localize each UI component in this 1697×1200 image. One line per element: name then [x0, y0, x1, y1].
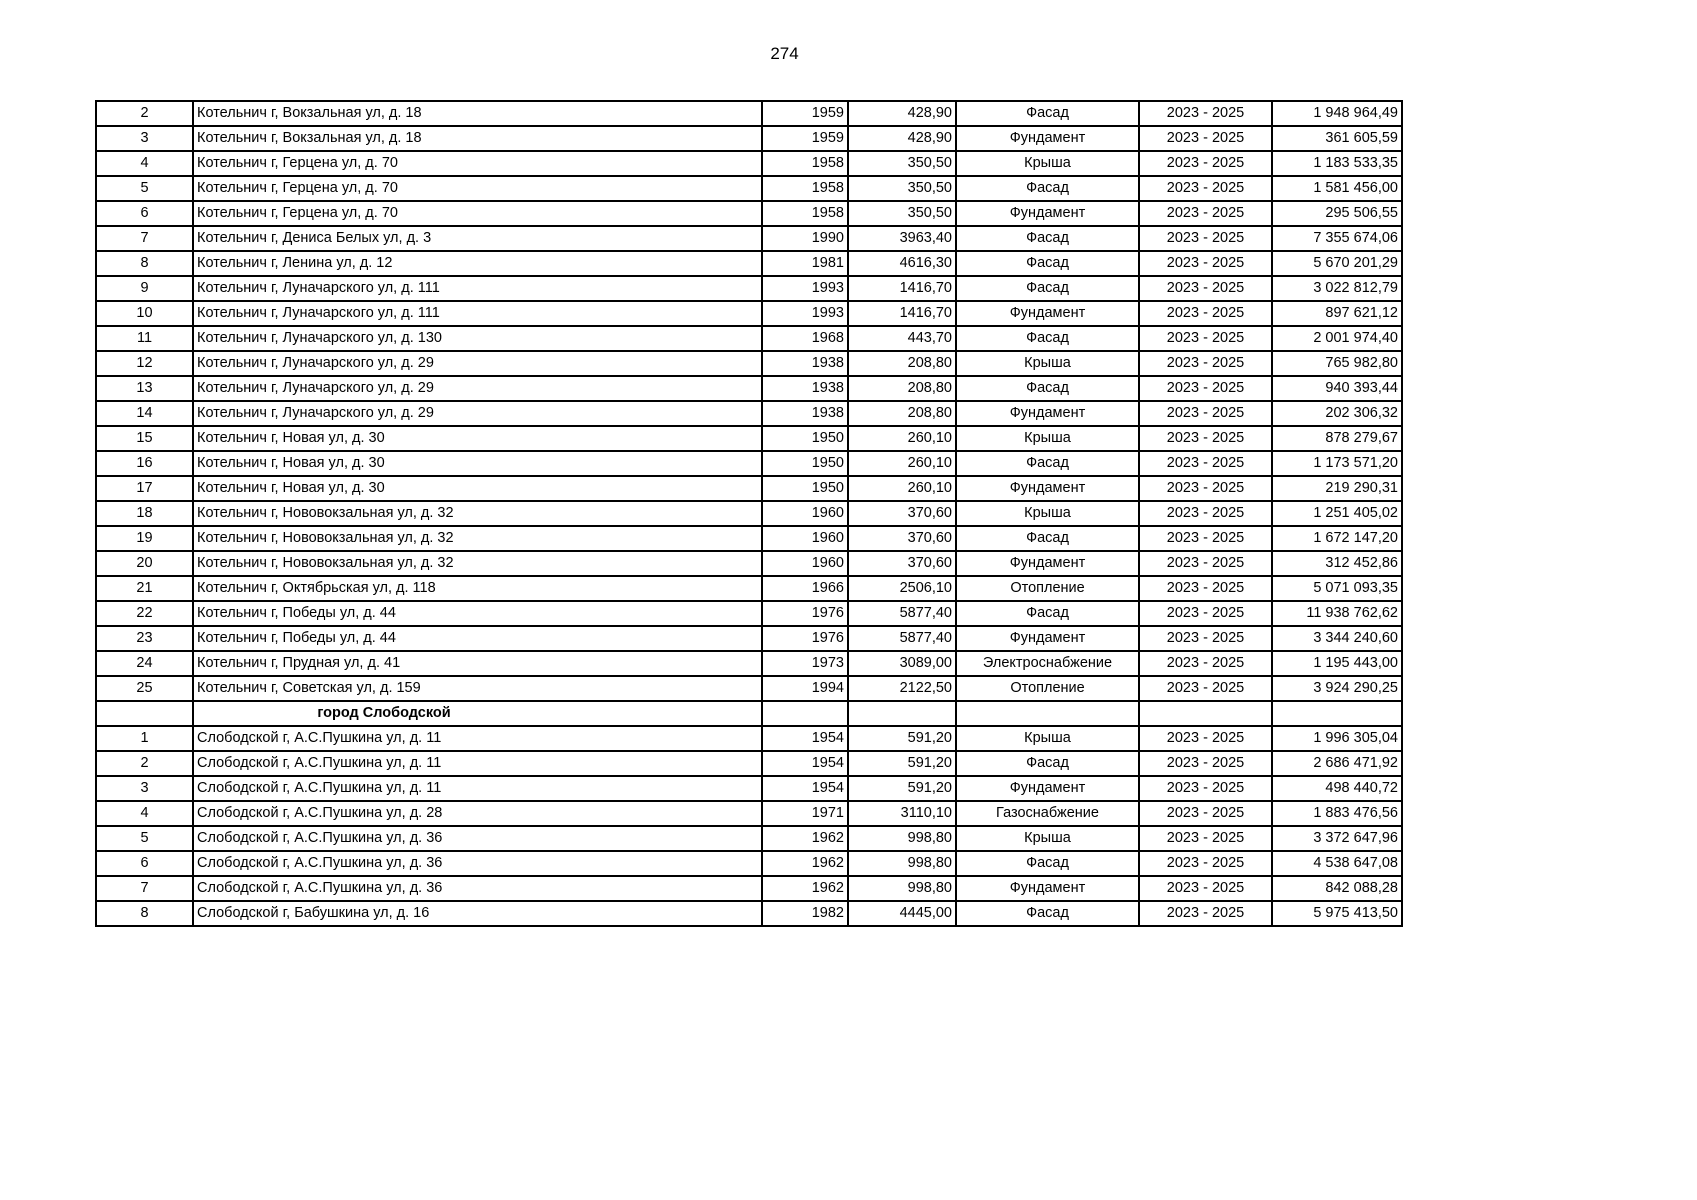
row-number-cell: 7	[96, 226, 193, 251]
period-cell: 2023 - 2025	[1139, 776, 1272, 801]
period-cell: 2023 - 2025	[1139, 476, 1272, 501]
work-type-cell: Крыша	[956, 151, 1139, 176]
area-cell: 370,60	[848, 551, 956, 576]
period-cell: 2023 - 2025	[1139, 901, 1272, 926]
period-cell: 2023 - 2025	[1139, 601, 1272, 626]
cost-cell: 11 938 762,62	[1272, 601, 1402, 626]
year-built-cell: 1971	[762, 801, 848, 826]
period-cell: 2023 - 2025	[1139, 876, 1272, 901]
address-cell: Котельнич г, Советская ул, д. 159	[193, 676, 762, 701]
row-number-cell: 5	[96, 176, 193, 201]
area-cell: 591,20	[848, 726, 956, 751]
row-number-cell: 8	[96, 251, 193, 276]
year-built-cell: 1968	[762, 326, 848, 351]
table-row	[96, 551, 1402, 576]
area-cell: 998,80	[848, 826, 956, 851]
year-built-cell: 1959	[762, 126, 848, 151]
work-type-cell: Отопление	[956, 576, 1139, 601]
cost-cell: 940 393,44	[1272, 376, 1402, 401]
area-cell: 3089,00	[848, 651, 956, 676]
row-number-cell: 5	[96, 826, 193, 851]
period-cell: 2023 - 2025	[1139, 176, 1272, 201]
area-cell	[848, 701, 956, 726]
area-cell: 260,10	[848, 476, 956, 501]
period-cell: 2023 - 2025	[1139, 626, 1272, 651]
row-number-cell: 22	[96, 601, 193, 626]
address-cell: Слободской г, А.С.Пушкина ул, д. 11	[193, 751, 762, 776]
address-cell: Котельнич г, Ленина ул, д. 12	[193, 251, 762, 276]
row-number-cell: 24	[96, 651, 193, 676]
year-built-cell: 1954	[762, 751, 848, 776]
row-number-cell: 11	[96, 326, 193, 351]
address-cell: Слободской г, А.С.Пушкина ул, д. 11	[193, 776, 762, 801]
year-built-cell: 1962	[762, 876, 848, 901]
table-row	[96, 651, 1402, 676]
address-cell: Слободской г, Бабушкина ул, д. 16	[193, 901, 762, 926]
cost-cell: 361 605,59	[1272, 126, 1402, 151]
year-built-cell: 1938	[762, 351, 848, 376]
address-cell: Котельнич г, Луначарского ул, д. 29	[193, 401, 762, 426]
period-cell: 2023 - 2025	[1139, 851, 1272, 876]
area-cell: 350,50	[848, 201, 956, 226]
row-number-cell: 10	[96, 301, 193, 326]
area-cell: 3110,10	[848, 801, 956, 826]
cost-cell: 4 538 647,08	[1272, 851, 1402, 876]
work-type-cell: Фасад	[956, 601, 1139, 626]
year-built-cell: 1950	[762, 451, 848, 476]
address-cell: Котельнич г, Герцена ул, д. 70	[193, 201, 762, 226]
area-cell: 370,60	[848, 526, 956, 551]
work-type-cell: Фасад	[956, 451, 1139, 476]
address-cell: Котельнич г, Нововокзальная ул, д. 32	[193, 551, 762, 576]
row-number-cell: 17	[96, 476, 193, 501]
cost-cell: 1 672 147,20	[1272, 526, 1402, 551]
work-type-cell: Фундамент	[956, 401, 1139, 426]
table-row	[96, 476, 1402, 501]
row-number-cell: 7	[96, 876, 193, 901]
work-type-cell: Газоснабжение	[956, 801, 1139, 826]
year-built-cell: 1958	[762, 176, 848, 201]
cost-cell: 312 452,86	[1272, 551, 1402, 576]
table-row	[96, 201, 1402, 226]
table-row	[96, 876, 1402, 901]
table-body	[96, 101, 1402, 926]
section-title: город Слободской	[193, 701, 762, 726]
year-built-cell: 1950	[762, 476, 848, 501]
table-row	[96, 426, 1402, 451]
work-type-cell: Фасад	[956, 326, 1139, 351]
period-cell: 2023 - 2025	[1139, 326, 1272, 351]
period-cell: 2023 - 2025	[1139, 226, 1272, 251]
period-cell: 2023 - 2025	[1139, 401, 1272, 426]
address-cell: Котельнич г, Новая ул, д. 30	[193, 451, 762, 476]
area-cell: 5877,40	[848, 626, 956, 651]
table-row	[96, 601, 1402, 626]
cost-cell: 7 355 674,06	[1272, 226, 1402, 251]
cost-cell: 765 982,80	[1272, 351, 1402, 376]
table-row	[96, 526, 1402, 551]
address-cell: Котельнич г, Дениса Белых ул, д. 3	[193, 226, 762, 251]
table-row	[96, 451, 1402, 476]
year-built-cell: 1962	[762, 826, 848, 851]
year-built-cell: 1982	[762, 901, 848, 926]
area-cell: 998,80	[848, 876, 956, 901]
row-number-cell: 3	[96, 776, 193, 801]
cost-cell: 1 173 571,20	[1272, 451, 1402, 476]
period-cell: 2023 - 2025	[1139, 526, 1272, 551]
work-type-cell: Фасад	[956, 526, 1139, 551]
year-built-cell	[762, 701, 848, 726]
work-type-cell: Фундамент	[956, 876, 1139, 901]
table-row	[96, 676, 1402, 701]
row-number-cell: 8	[96, 901, 193, 926]
cost-cell: 202 306,32	[1272, 401, 1402, 426]
year-built-cell: 1981	[762, 251, 848, 276]
row-number-cell: 19	[96, 526, 193, 551]
cost-cell: 3 022 812,79	[1272, 276, 1402, 301]
table-row	[96, 801, 1402, 826]
table-row	[96, 626, 1402, 651]
period-cell: 2023 - 2025	[1139, 676, 1272, 701]
section-header-row	[96, 701, 1402, 726]
area-cell: 350,50	[848, 151, 956, 176]
work-type-cell: Фундамент	[956, 776, 1139, 801]
period-cell: 2023 - 2025	[1139, 201, 1272, 226]
address-cell: Котельнич г, Луначарского ул, д. 130	[193, 326, 762, 351]
address-cell: Слободской г, А.С.Пушкина ул, д. 36	[193, 851, 762, 876]
year-built-cell: 1966	[762, 576, 848, 601]
row-number-cell: 6	[96, 851, 193, 876]
address-cell: Котельнич г, Новая ул, д. 30	[193, 476, 762, 501]
address-cell: Котельнич г, Вокзальная ул, д. 18	[193, 101, 762, 126]
table-row	[96, 901, 1402, 926]
row-number-cell: 9	[96, 276, 193, 301]
cost-cell: 5 670 201,29	[1272, 251, 1402, 276]
area-cell: 998,80	[848, 851, 956, 876]
table-row	[96, 401, 1402, 426]
area-cell: 350,50	[848, 176, 956, 201]
address-cell: Котельнич г, Луначарского ул, д. 29	[193, 351, 762, 376]
year-built-cell: 1973	[762, 651, 848, 676]
work-type-cell: Фундамент	[956, 201, 1139, 226]
area-cell: 208,80	[848, 376, 956, 401]
period-cell: 2023 - 2025	[1139, 451, 1272, 476]
work-type-cell	[956, 701, 1139, 726]
table-row	[96, 176, 1402, 201]
area-cell: 4616,30	[848, 251, 956, 276]
row-number-cell: 20	[96, 551, 193, 576]
address-cell: Котельнич г, Герцена ул, д. 70	[193, 151, 762, 176]
cost-cell: 3 924 290,25	[1272, 676, 1402, 701]
work-type-cell: Фасад	[956, 751, 1139, 776]
table-row	[96, 326, 1402, 351]
work-type-cell: Фасад	[956, 276, 1139, 301]
work-type-cell: Отопление	[956, 676, 1139, 701]
period-cell: 2023 - 2025	[1139, 126, 1272, 151]
address-cell: Котельнич г, Луначарского ул, д. 111	[193, 276, 762, 301]
address-cell: Котельнич г, Октябрьская ул, д. 118	[193, 576, 762, 601]
cost-cell: 5 975 413,50	[1272, 901, 1402, 926]
cost-cell: 5 071 093,35	[1272, 576, 1402, 601]
address-cell: Котельнич г, Новая ул, д. 30	[193, 426, 762, 451]
cost-cell: 1 251 405,02	[1272, 501, 1402, 526]
address-cell: Слободской г, А.С.Пушкина ул, д. 36	[193, 876, 762, 901]
address-cell: Котельнич г, Герцена ул, д. 70	[193, 176, 762, 201]
area-cell: 260,10	[848, 451, 956, 476]
cost-cell: 1 996 305,04	[1272, 726, 1402, 751]
area-cell: 428,90	[848, 126, 956, 151]
period-cell: 2023 - 2025	[1139, 726, 1272, 751]
page-number: 274	[770, 44, 799, 63]
year-built-cell: 1950	[762, 426, 848, 451]
work-type-cell: Фасад	[956, 101, 1139, 126]
table-row	[96, 301, 1402, 326]
cost-cell: 897 621,12	[1272, 301, 1402, 326]
table-row	[96, 151, 1402, 176]
area-cell: 591,20	[848, 751, 956, 776]
year-built-cell: 1993	[762, 301, 848, 326]
table-row	[96, 351, 1402, 376]
work-type-cell: Фундамент	[956, 476, 1139, 501]
area-cell: 4445,00	[848, 901, 956, 926]
work-type-cell: Фундамент	[956, 551, 1139, 576]
row-number-cell: 2	[96, 101, 193, 126]
year-built-cell: 1958	[762, 151, 848, 176]
table-row	[96, 851, 1402, 876]
work-type-cell: Фасад	[956, 176, 1139, 201]
cost-cell: 2 686 471,92	[1272, 751, 1402, 776]
cost-cell: 842 088,28	[1272, 876, 1402, 901]
row-number-cell: 25	[96, 676, 193, 701]
table-row	[96, 376, 1402, 401]
year-built-cell: 1959	[762, 101, 848, 126]
address-cell: Котельнич г, Луначарского ул, д. 29	[193, 376, 762, 401]
row-number-cell: 1	[96, 726, 193, 751]
cost-cell: 498 440,72	[1272, 776, 1402, 801]
cost-cell: 3 344 240,60	[1272, 626, 1402, 651]
cost-cell: 1 195 443,00	[1272, 651, 1402, 676]
table-row	[96, 276, 1402, 301]
work-type-cell: Фасад	[956, 901, 1139, 926]
area-cell: 208,80	[848, 401, 956, 426]
area-cell: 1416,70	[848, 276, 956, 301]
row-number-cell: 14	[96, 401, 193, 426]
cost-cell: 1 948 964,49	[1272, 101, 1402, 126]
area-cell: 3963,40	[848, 226, 956, 251]
period-cell: 2023 - 2025	[1139, 426, 1272, 451]
period-cell: 2023 - 2025	[1139, 101, 1272, 126]
cost-cell: 1 883 476,56	[1272, 801, 1402, 826]
address-cell: Котельнич г, Нововокзальная ул, д. 32	[193, 526, 762, 551]
period-cell: 2023 - 2025	[1139, 251, 1272, 276]
year-built-cell: 1976	[762, 626, 848, 651]
row-number-cell	[96, 701, 193, 726]
year-built-cell: 1993	[762, 276, 848, 301]
address-cell: Котельнич г, Вокзальная ул, д. 18	[193, 126, 762, 151]
area-cell: 1416,70	[848, 301, 956, 326]
table-row	[96, 726, 1402, 751]
address-cell: Котельнич г, Прудная ул, д. 41	[193, 651, 762, 676]
period-cell: 2023 - 2025	[1139, 576, 1272, 601]
row-number-cell: 4	[96, 151, 193, 176]
table-row	[96, 826, 1402, 851]
cost-cell: 295 506,55	[1272, 201, 1402, 226]
area-cell: 2506,10	[848, 576, 956, 601]
cost-cell: 1 581 456,00	[1272, 176, 1402, 201]
year-built-cell: 1938	[762, 401, 848, 426]
work-type-cell: Электроснабжение	[956, 651, 1139, 676]
period-cell	[1139, 701, 1272, 726]
period-cell: 2023 - 2025	[1139, 751, 1272, 776]
table-row	[96, 251, 1402, 276]
work-type-cell: Фасад	[956, 251, 1139, 276]
work-type-cell: Крыша	[956, 426, 1139, 451]
work-type-cell: Крыша	[956, 501, 1139, 526]
row-number-cell: 6	[96, 201, 193, 226]
area-cell: 2122,50	[848, 676, 956, 701]
work-type-cell: Фундамент	[956, 301, 1139, 326]
area-cell: 428,90	[848, 101, 956, 126]
row-number-cell: 3	[96, 126, 193, 151]
year-built-cell: 1960	[762, 526, 848, 551]
area-cell: 591,20	[848, 776, 956, 801]
work-type-cell: Фундамент	[956, 126, 1139, 151]
year-built-cell: 1976	[762, 601, 848, 626]
work-type-cell: Фундамент	[956, 626, 1139, 651]
year-built-cell: 1954	[762, 776, 848, 801]
address-cell: Котельнич г, Нововокзальная ул, д. 32	[193, 501, 762, 526]
row-number-cell: 12	[96, 351, 193, 376]
table-row	[96, 751, 1402, 776]
period-cell: 2023 - 2025	[1139, 301, 1272, 326]
cost-cell: 878 279,67	[1272, 426, 1402, 451]
row-number-cell: 13	[96, 376, 193, 401]
year-built-cell: 1954	[762, 726, 848, 751]
row-number-cell: 15	[96, 426, 193, 451]
cost-cell: 3 372 647,96	[1272, 826, 1402, 851]
address-cell: Котельнич г, Победы ул, д. 44	[193, 601, 762, 626]
year-built-cell: 1960	[762, 501, 848, 526]
row-number-cell: 21	[96, 576, 193, 601]
period-cell: 2023 - 2025	[1139, 151, 1272, 176]
period-cell: 2023 - 2025	[1139, 376, 1272, 401]
year-built-cell: 1938	[762, 376, 848, 401]
work-type-cell: Фасад	[956, 376, 1139, 401]
work-type-cell: Крыша	[956, 826, 1139, 851]
work-type-cell: Фасад	[956, 226, 1139, 251]
area-cell: 260,10	[848, 426, 956, 451]
table-row	[96, 226, 1402, 251]
repair-registry-table	[95, 100, 1403, 927]
period-cell: 2023 - 2025	[1139, 826, 1272, 851]
table-row	[96, 501, 1402, 526]
year-built-cell: 1960	[762, 551, 848, 576]
period-cell: 2023 - 2025	[1139, 801, 1272, 826]
address-cell: Слободской г, А.С.Пушкина ул, д. 28	[193, 801, 762, 826]
table-row	[96, 576, 1402, 601]
table-row	[96, 101, 1402, 126]
cost-cell: 2 001 974,40	[1272, 326, 1402, 351]
area-cell: 370,60	[848, 501, 956, 526]
address-cell: Котельнич г, Победы ул, д. 44	[193, 626, 762, 651]
row-number-cell: 2	[96, 751, 193, 776]
year-built-cell: 1990	[762, 226, 848, 251]
address-cell: Слободской г, А.С.Пушкина ул, д. 36	[193, 826, 762, 851]
address-cell: Слободской г, А.С.Пушкина ул, д. 11	[193, 726, 762, 751]
area-cell: 443,70	[848, 326, 956, 351]
period-cell: 2023 - 2025	[1139, 276, 1272, 301]
period-cell: 2023 - 2025	[1139, 551, 1272, 576]
year-built-cell: 1962	[762, 851, 848, 876]
row-number-cell: 18	[96, 501, 193, 526]
cost-cell	[1272, 701, 1402, 726]
work-type-cell: Крыша	[956, 726, 1139, 751]
row-number-cell: 23	[96, 626, 193, 651]
period-cell: 2023 - 2025	[1139, 501, 1272, 526]
row-number-cell: 4	[96, 801, 193, 826]
address-cell: Котельнич г, Луначарского ул, д. 111	[193, 301, 762, 326]
table-row	[96, 126, 1402, 151]
work-type-cell: Фасад	[956, 851, 1139, 876]
table-row	[96, 776, 1402, 801]
row-number-cell: 16	[96, 451, 193, 476]
work-type-cell: Крыша	[956, 351, 1139, 376]
area-cell: 5877,40	[848, 601, 956, 626]
area-cell: 208,80	[848, 351, 956, 376]
year-built-cell: 1994	[762, 676, 848, 701]
cost-cell: 1 183 533,35	[1272, 151, 1402, 176]
year-built-cell: 1958	[762, 201, 848, 226]
period-cell: 2023 - 2025	[1139, 651, 1272, 676]
cost-cell: 219 290,31	[1272, 476, 1402, 501]
period-cell: 2023 - 2025	[1139, 351, 1272, 376]
